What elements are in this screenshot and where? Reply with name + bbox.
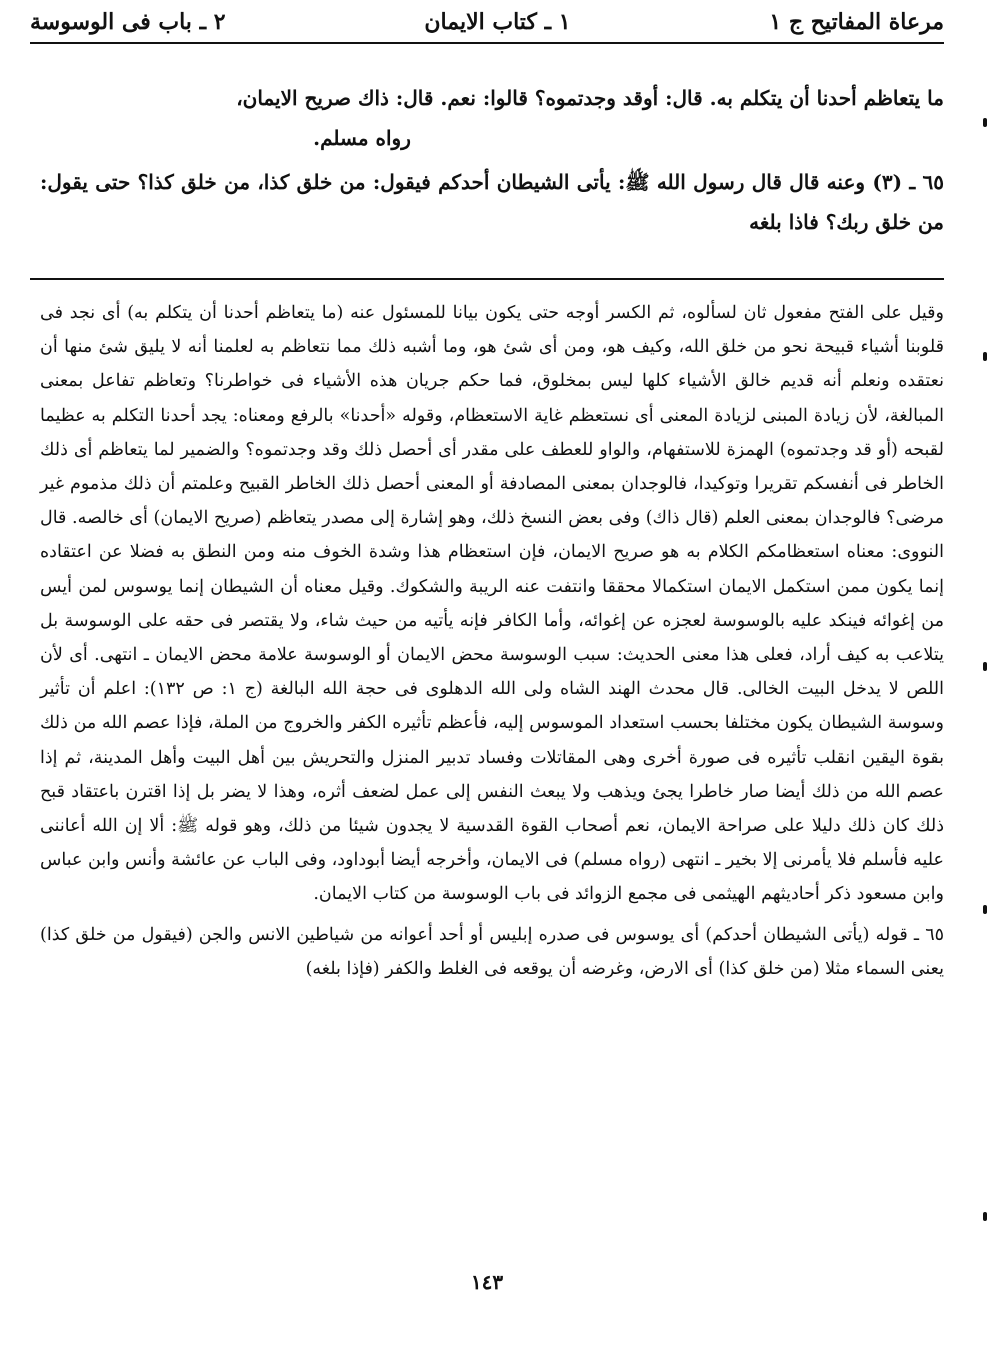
- commentary-paragraph: وقيل على الفتح مفعول ثان لسألوه، ثم الكسر أوجه حتى يكون بيانا للمسئول عنه (ما يتعاظم أحدنا أن يتكلم به) أى نجد فى قلوبنا أشياء قبيحة نحو من خلق الله، وكيف هو، ومن أى شئ هو، وما أشبه ذلك مما نتعاظم به لعلمنا أنه لا يليق شئ منها أن نعتقده ونعلم أنه قديم خالق الأشياء كلها ليس بمخلوق، فما حكم جريان هذه الأشياء فى خواطرنا؟ وتعاظم تفاعل بمعنى المبالغة، لأن زيادة المبنى لزيادة المعنى أى نستعظم غاية الاستعظام، وقوله «أحدنا» بالرفع ومعناه: يجد أحدنا التكلم به عظيما لقبحه (أو قد وجدتموه) الهمزة للاستفهام، والواو للعطف على مقدر أى أحصل ذلك وقد وجدتموه؟ والضمير لما يتعاظم أى ذلك الخاطر فى أنفسكم تقريرا وتوكيدا، فالوجدان بمعنى المصادفة أو المعنى أحصل ذلك الخاطر القبيح وعلمتم أن ذلك مذموم غير مرضى؟ فالوجدان بمعنى العلم (قال ذاك) وفى بعض النسخ ذلك، وهو إشارة إلى مصدر يتعاظم (صريح الايمان) أى خالصه. قال النووى: معناه استعظامكم الكلام به هو صريح الايمان، فإن استعظام هذا وشدة الخوف منه ومن النطق به فضلا عن اعتقاده إنما يكون ممن استكمل الايمان استكمالا محققا وانتفت عنه الريبة والشكوك. وقيل معناه أن الشيطان إنما يوسوس لمن أيس من إغوائه فينكد عليه بالوسوسة لعجزه عن إغوائه، وأما الكافر فإنه يأتيه من حيث شاء، ولا يقتصر فى حقه على الوسوسة بل يتلاعب به كيف أراد، فعلى هذا معنى الحديث: سبب الوسوسة محض الايمان أو الوسوسة علامة محض الايمان ـ انتهى. أى لأن اللص لا يدخل البيت الخالى. قال محدث الهند الشاه ولى الله الدهلوى فى حجة الله البالغة (ج ١: ص ١٣٢): اعلم أن تأثير وسوسة الشيطان يكون مختلفا بحسب استعداد الموسوس إليه، فأعظم تأثيره الكفر والخروج من الملة، فإذا عصم الله من ذلك بقوة اليقين انقلب تأثيره فى صورة أخرى وهى المقاتلات وفساد تدبير المنزل والتحريش بين أهل البيت وأهل المدينة، ثم إذا عصم الله من ذلك أيضا صار خاطرا يجئ ويذهب ولا يبعث النفس إلى عمل لضعف أثره، وهذا لا يضر بل إذا اقترن باعتقاد قبح ذلك كان ذلك دليلا على صراحة الايمان، نعم أصحاب القوة القدسية لا يجدون شيئا من ذلك، وهو قوله ﷺ: ألا إن الله أعاننى عليه فأسلم فلا يأمرنى إلا بخير ـ انتهى (رواه مسلم) فى الايمان، وأخرجه أيضا أبوداود، وفى الباب عن عائشة وأنس وابن عباس وابن مسعود ذكر أحاديثهم الهيثمى فى مجمع الزوائد فى باب الوسوسة من كتاب الايمان.: [40, 303, 944, 905]
- book-title: مرعاة المفاتيح ج ١: [769, 9, 944, 35]
- hadith-text-continued: ما يتعاظم أحدنا أن يتكلم به. قال: أوقد وجدتموه؟ قالوا: نعم. قال: ذاك صريح الايمان،: [236, 86, 944, 110]
- separator-rule: [30, 278, 944, 280]
- hadith-source: رواه مسلم.: [313, 126, 411, 150]
- hadith-paragraph: [40, 78, 944, 118]
- hadith-65: ٦٥ ـ (٣) وعنه قال قال رسول الله ﷺ: يأتى الشيطان أحدكم فيقول: من خلق كذا، من خلق كذا؟ حتى يقول: من خلق ربك؟ فاذا بلغه: [40, 170, 945, 234]
- running-header: [30, 6, 944, 38]
- margin-mark: [983, 352, 987, 361]
- chapter-title: ١ ـ كتاب الايمان: [424, 9, 571, 35]
- section-title: ٢ ـ باب فى الوسوسة: [30, 9, 226, 35]
- header-rule: [30, 42, 944, 44]
- margin-mark: [983, 1212, 987, 1221]
- commentary-paragraph-65: ٦٥ ـ قوله (يأتى الشيطان أحدكم) أى يوسوس فى صدره إبليس أو أحد أعوانه من شياطين الانس والجن (فيقول من خلق كذا) يعنى السماء مثلا (من خلق كذا) أى الارض، وغرضه أن يوقعه فى الغلط والكفر (فإذا بلغه): [40, 924, 944, 979]
- margin-mark: [983, 905, 987, 914]
- margin-mark: [983, 662, 987, 671]
- page-number: ١٤٣: [470, 1270, 504, 1294]
- commentary: [40, 296, 944, 986]
- hadith-text: [40, 78, 944, 242]
- book-page: [30, 0, 944, 1357]
- margin-mark: [983, 118, 987, 127]
